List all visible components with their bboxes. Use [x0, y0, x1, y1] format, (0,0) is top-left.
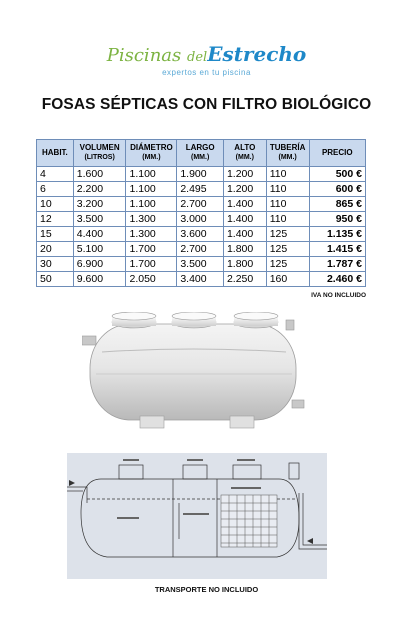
table-row — [37, 257, 366, 272]
table-row — [37, 167, 366, 182]
header-precio: PRECIO — [309, 140, 365, 167]
table-row — [37, 197, 366, 212]
cell-habit: 50 — [37, 272, 74, 287]
cell-largo: 3.500 — [177, 257, 224, 272]
cell-tuberia: 110 — [266, 167, 309, 182]
logo-word-piscinas: Piscinas — [106, 45, 182, 66]
brand-logo — [0, 44, 413, 77]
cell-largo: 2.495 — [177, 182, 224, 197]
cell-volumen: 3.500 — [73, 212, 126, 227]
cell-tuberia: 110 — [266, 212, 309, 227]
cell-diametro: 1.100 — [126, 167, 177, 182]
cell-alto: 1.400 — [223, 227, 266, 242]
transport-note: TRANSPORTE NO INCLUIDO — [154, 585, 259, 594]
cell-habit: 6 — [37, 182, 74, 197]
table-header-row — [37, 140, 366, 167]
cell-largo: 3.600 — [177, 227, 224, 242]
technical-diagram — [67, 453, 327, 579]
cell-largo: 3.000 — [177, 212, 224, 227]
table-row — [37, 212, 366, 227]
logo-word-estrecho: Estrecho — [207, 42, 307, 66]
cell-volumen: 1.600 — [73, 167, 126, 182]
cell-tuberia: 125 — [266, 242, 309, 257]
cell-habit: 12 — [37, 212, 74, 227]
cell-diametro: 1.300 — [126, 227, 177, 242]
cell-alto: 1.200 — [223, 182, 266, 197]
cell-diametro: 1.100 — [126, 182, 177, 197]
price-table — [36, 139, 366, 287]
page-title: FOSAS SÉPTICAS CON FILTRO BIOLÓGICO — [41, 96, 372, 113]
cell-precio: 865 € — [309, 197, 365, 212]
cell-habit: 4 — [37, 167, 74, 182]
header-diametro: DIÁMETRO (MM.) — [126, 140, 177, 167]
cell-tuberia: 110 — [266, 182, 309, 197]
cell-diametro: 2.050 — [126, 272, 177, 287]
septic-tank-image — [82, 312, 322, 430]
logo-wordmark — [0, 44, 413, 68]
cell-volumen: 9.600 — [73, 272, 126, 287]
cell-tuberia: 125 — [266, 257, 309, 272]
header-volumen: VOLUMEN (LITROS) — [73, 140, 126, 167]
header-tuberia: TUBERÍA (MM.) — [266, 140, 309, 167]
cell-alto: 1.400 — [223, 197, 266, 212]
header-alto: ALTO (MM.) — [223, 140, 266, 167]
cell-volumen: 6.900 — [73, 257, 126, 272]
cell-precio: 950 € — [309, 212, 365, 227]
cell-alto: 1.800 — [223, 242, 266, 257]
cell-alto: 1.800 — [223, 257, 266, 272]
header-habit: HABIT. — [37, 140, 74, 167]
cell-precio: 1.787 € — [309, 257, 365, 272]
logo-word-del: del — [187, 50, 208, 65]
cell-largo: 2.700 — [177, 242, 224, 257]
cell-diametro: 1.100 — [126, 197, 177, 212]
table-row — [37, 272, 366, 287]
cell-precio: 1.415 € — [309, 242, 365, 257]
cell-habit: 30 — [37, 257, 74, 272]
table-row — [37, 227, 366, 242]
table-row — [37, 182, 366, 197]
cell-alto: 2.250 — [223, 272, 266, 287]
cell-precio: 600 € — [309, 182, 365, 197]
cell-habit: 15 — [37, 227, 74, 242]
header-largo: LARGO (MM.) — [177, 140, 224, 167]
cell-diametro: 1.700 — [126, 242, 177, 257]
cell-volumen: 4.400 — [73, 227, 126, 242]
cell-tuberia: 110 — [266, 197, 309, 212]
cell-volumen: 5.100 — [73, 242, 126, 257]
iva-note: IVA NO INCLUIDO — [311, 292, 366, 299]
table-row — [37, 242, 366, 257]
cell-largo: 2.700 — [177, 197, 224, 212]
cell-volumen: 2.200 — [73, 182, 126, 197]
cell-diametro: 1.300 — [126, 212, 177, 227]
cell-habit: 10 — [37, 197, 74, 212]
cell-largo: 1.900 — [177, 167, 224, 182]
cell-alto: 1.400 — [223, 212, 266, 227]
cell-tuberia: 160 — [266, 272, 309, 287]
cell-habit: 20 — [37, 242, 74, 257]
cell-volumen: 3.200 — [73, 197, 126, 212]
logo-tagline: expertos en tu piscina — [162, 68, 251, 77]
cell-precio: 1.135 € — [309, 227, 365, 242]
cell-precio: 500 € — [309, 167, 365, 182]
cell-tuberia: 125 — [266, 227, 309, 242]
cell-alto: 1.200 — [223, 167, 266, 182]
cell-diametro: 1.700 — [126, 257, 177, 272]
cell-largo: 3.400 — [177, 272, 224, 287]
cell-precio: 2.460 € — [309, 272, 365, 287]
